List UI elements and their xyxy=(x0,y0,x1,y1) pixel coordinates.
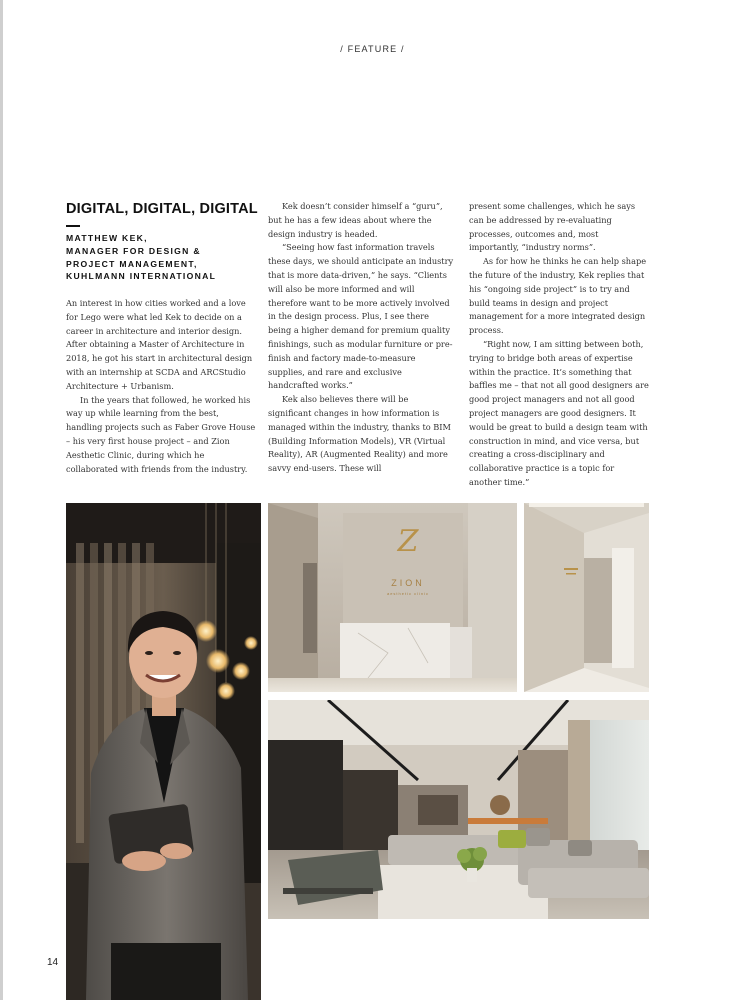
paragraph: Kek also believes there will be significant changes in how information is managed within the industry, thanks to BIM (Building Information Models), VR (Virtual Reality), AR (Augmented Reality) and more savvy end-users. These will xyxy=(268,394,451,474)
byline-line: MATTHEW KEK, xyxy=(66,233,148,243)
byline-line: PROJECT MANAGEMENT, xyxy=(66,258,198,269)
title-rule xyxy=(66,225,80,227)
paragraph: In the years that followed, he worked his way up while learning from the best, handling projects such as Faber Grove House – his very first house project – and Zion Aesthetic Clinic, during which he collaborated with friends from the industry. xyxy=(66,394,256,474)
reception-logo: ZION xyxy=(391,578,425,588)
article-title: DIGITAL, DIGITAL, DIGITAL xyxy=(66,201,258,217)
lounge-photo xyxy=(268,700,649,919)
reception-logo-sub: aesthetic clinic xyxy=(386,591,430,596)
reception-photo xyxy=(268,503,517,692)
paragraph: Kek doesn’t consider himself a “guru”, but he has a few ideas about where the design industry is headed. xyxy=(268,201,443,239)
corridor-photo xyxy=(524,503,649,692)
article-column-3 xyxy=(469,200,649,490)
page-number: 14 xyxy=(47,957,59,968)
portrait-photo xyxy=(66,503,261,1000)
byline xyxy=(66,232,266,283)
article-column-1 xyxy=(66,297,256,476)
paragraph: present some challenges, which he says can be addressed by re-evaluating processes, outcomes and, most importantly, “industry norms”. xyxy=(469,201,636,253)
paragraph: “Seeing how fast information travels these days, we should anticipate an industry that is more data-driven,” he says. “Clients will also be more informed and will therefore want to be more actively involved in the design process. Plus, I see there being a higher demand for premium quality finishings, such as modular furniture or pre-finish and factory made-to-measure supplies, and rare and exclusive handcrafted works.” xyxy=(268,242,454,391)
paragraph: An interest in how cities worked and a love for Lego were what led Kek to decide on a career in architecture and interior design. After obtaining a Master of Architecture in 2018, he got his start in architectural design with an internship at SCDA and ARCStudio Architecture + Urbanism. xyxy=(66,298,253,391)
paragraph: “Right now, I am sitting between both, trying to bridge both areas of expertise within the practice. It’s something that baffles me – that not all good designers are good project managers and not all good project managers are good designers. It would be great to build a design team with construction in mind, and vice versa, but creating a cross-disciplinary and collaborative practice is a topic for another time.” xyxy=(469,338,649,487)
paragraph: As for how he thinks he can help shape the future of the industry, Kek replies that his “ongoing side project” is to try and build teams in design and project management for a more integrated design process. xyxy=(469,256,647,336)
reception-monogram: Z xyxy=(397,524,419,559)
byline-line: MANAGER FOR DESIGN & xyxy=(66,245,201,256)
page-edge xyxy=(0,0,3,1000)
article-column-2 xyxy=(268,200,454,476)
byline-line: KUHLMANN INTERNATIONAL xyxy=(66,271,217,282)
section-label: / FEATURE / xyxy=(340,44,405,54)
